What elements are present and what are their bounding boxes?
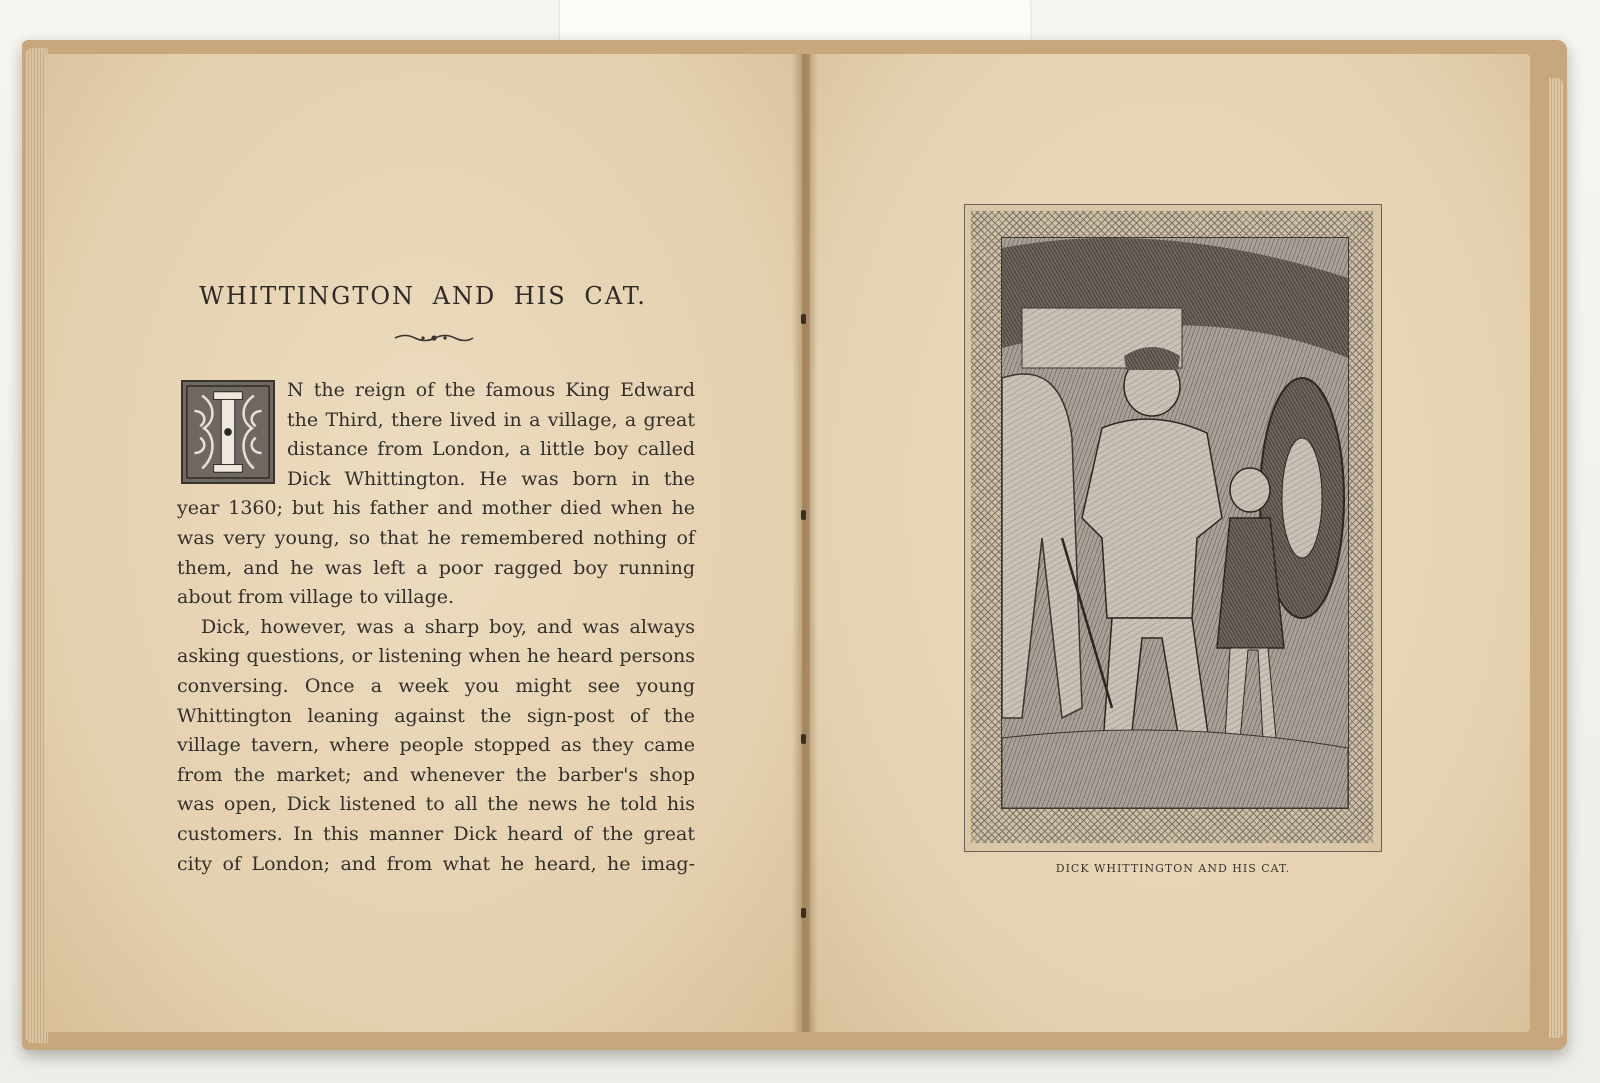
open-book: [22, 40, 1567, 1050]
text-line: village tavern, where people stopped as they came: [177, 734, 695, 757]
text-line: city of London; and from what he heard, he imag-: [177, 852, 695, 875]
text-line: Dick Whittington. He was born in the: [287, 467, 695, 490]
text-line: N the reign of the famous King Edward: [287, 379, 695, 401]
text-line: them, and he was left a poor ragged boy running: [177, 556, 695, 579]
binding-stitch: [801, 734, 806, 744]
text-line: asking questions, or listening when he heard persons: [177, 645, 695, 668]
engraving-illustration: [1001, 237, 1349, 809]
text-line: year 1360; but his father and mother died when he: [177, 497, 695, 520]
text-line: about from village to village.: [177, 586, 455, 609]
text-line: was very young, so that he remembered nothing of: [177, 526, 695, 549]
right-page-edges: [1549, 78, 1563, 1038]
text-line: from the market; and whenever the barber's shop: [177, 763, 695, 786]
left-page: [44, 54, 802, 1032]
chapter-title: WHITTINGTON AND HIS CAT.: [199, 282, 647, 310]
text-line: Whittington leaning against the sign-post of the: [177, 704, 695, 727]
text-line: customers. In this manner Dick heard of the great: [177, 822, 695, 845]
text-line: conversing. Once a week you might see young: [177, 674, 695, 697]
binding-stitch: [801, 908, 806, 918]
binding-stitch: [801, 510, 806, 520]
text-line: distance from London, a little boy called: [287, 438, 695, 461]
right-page: [810, 54, 1530, 1032]
text-line: was open, Dick listened to all the news he told his: [177, 793, 695, 816]
story-text: [177, 376, 695, 879]
book-gutter: [792, 54, 818, 1032]
text-line: Dick, however, was a sharp boy, and was always: [201, 615, 695, 638]
plate-caption: DICK WHITTINGTON AND HIS CAT.: [1055, 862, 1291, 875]
binding-stitch: [801, 314, 806, 324]
ornament-divider: [393, 332, 475, 344]
illustration-plate: [964, 204, 1382, 852]
text-line: the Third, there lived in a village, a great: [287, 408, 695, 431]
